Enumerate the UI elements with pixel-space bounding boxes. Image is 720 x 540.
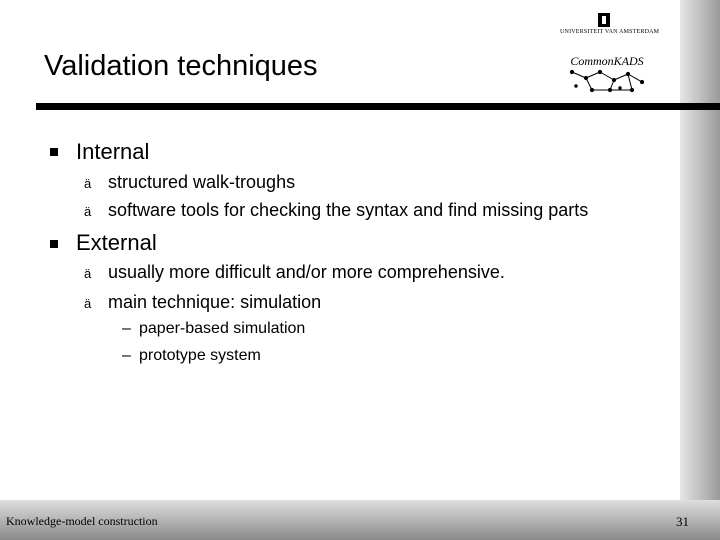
slide-footer: Knowledge-model construction xyxy=(6,514,158,528)
subitem-arrow-icon: ä xyxy=(84,204,92,219)
slide-shadow-right xyxy=(680,0,720,540)
university-logo-text: UNIVERSITEIT VAN AMSTERDAM xyxy=(560,29,660,35)
commonkads-network-icon xyxy=(566,68,648,94)
subsubitem-dash-icon: – xyxy=(122,347,131,364)
section-heading-internal: Internal xyxy=(76,139,150,164)
list-subitem: paper-based simulation xyxy=(139,320,306,337)
list-item: main technique: simulation xyxy=(108,292,322,312)
commonkads-logo xyxy=(566,54,648,94)
section-heading-external: External xyxy=(76,230,157,255)
list-item: usually more difficult and/or more comprehensive. xyxy=(108,262,505,282)
list-item: software tools for checking the syntax and find missing parts xyxy=(108,200,589,220)
subitem-arrow-icon: ä xyxy=(84,296,92,311)
title-underline xyxy=(36,103,720,110)
commonkads-logo-text: CommonKADS xyxy=(570,54,644,68)
page-number: 31 xyxy=(676,514,689,529)
university-shield-icon xyxy=(598,13,610,27)
subitem-arrow-icon: ä xyxy=(84,266,92,281)
subsubitem-dash-icon: – xyxy=(122,320,131,337)
university-logo xyxy=(560,10,660,40)
section-bullet-icon xyxy=(50,240,58,248)
list-item: structured walk-troughs xyxy=(108,172,296,192)
subitem-arrow-icon: ä xyxy=(84,176,92,191)
slide-title: Validation techniques xyxy=(44,50,318,82)
section-bullet-icon xyxy=(50,148,58,156)
list-subitem: prototype system xyxy=(139,347,261,364)
